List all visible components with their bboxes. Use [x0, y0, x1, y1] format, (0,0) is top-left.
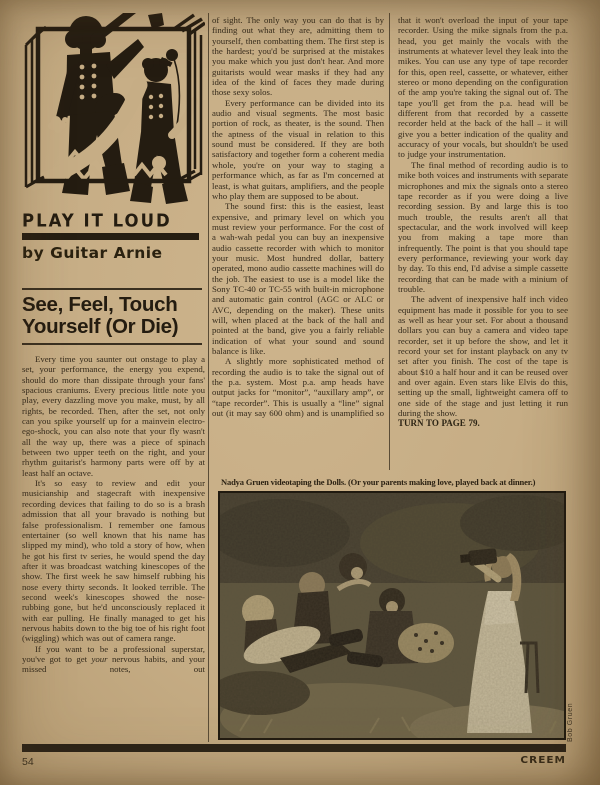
body-paragraph: The advent of inexpensive half inch video equipment has made it possible for you to see as well as hear your set. For about a thousand dollars you can buy a camera and video tape recorder, set it up before the show, and let it record your set for instant playback on any tv set after you finish. The cost of the tape is about $10 a half hour and it can be reused over and over again. Even stars like Elvis do this, setting up the small, lightweight camera off to one side of the stage and just letting it run during the show.: [398, 294, 568, 419]
title-divider-bar: [22, 233, 199, 240]
footer-bar: [22, 744, 566, 752]
photo-credit: Bob Gruen: [567, 702, 574, 742]
headline-rule-bottom: [22, 343, 202, 345]
body-paragraph: Every time you saunter out onstage to play a set, your performance, the energy you expend, should do more than dissipate through your fans' spacious craniums. Every precious little note you play, every dazzling move you make, must, by all rights, be recorded. Then, after the set, not only can you spike yourself up for a mainvein electro-ego-shock, you can also note that your fly wasn't all the way up, there was a piece of spinach between two upper teeth on the right, and your rhythm guitarist's harmony parts were off by at least half an octave.: [22, 354, 205, 478]
body-paragraph: Every performance can be divided into its audio and visual segments. The most basic portion of rock, as theater, is the sound. Then the aptness of the visual in relation to this sound must be considered. If they are both satisfactory and together form a coherent media whole, you're on your way to staging a performance which, as far as I'm concerned at least, is what guitars, amplifiers, and the people who play them are supposed to be about.: [212, 97, 384, 201]
body-paragraph: A slightly more sophisticated method of recording the audio is to take the signal out of the p.a. system. Most p.a. amp heads have output jacks for “monitor”, “auxillary amp”, or “tape recorder”. This is usually a “line” signal out (it may say 600 ohm) and is unamplified so: [212, 356, 384, 419]
headline-line-1: See, Feel, Touch: [22, 293, 178, 316]
body-paragraph: of sight. The only way you can do that is by finding out what they are, admitting them to yourself, then combatting them. The first step is the hardest; you'd be surprised at the mistakes you make which you just don't hear. And more guitarists would wear masks if they had any idea of the kind of faces they made during those sexy solos.: [212, 15, 384, 98]
body-paragraph: If you want to be a professional superstar, you've got to get your nervous habits, and your missed notes, out: [22, 643, 205, 675]
headline-line-2: Yourself (Or Die): [22, 315, 179, 338]
art-deco-musicians-illustration: [22, 13, 205, 207]
column-divider-2: [389, 13, 390, 470]
article-headline: [22, 294, 205, 338]
byline: by Guitar Arnie: [22, 244, 163, 262]
creem-logo: CREEM: [520, 754, 566, 766]
body-paragraph: The sound first: this is the easiest, least expensive, and primary level on which you must review your performance. For the cost of a wah-wah pedal you can buy an inexpensive audio cassette recorder with which to monitor your music. Most hundred dollar, battery operated, mono audio cassette machines will do the job. The easiest to use is a model like the Sony TC-40 or TC-55 with built-in microphone and automatic gain control (AGC or ALC or AVC, depending on the maker). These units will, when placed at the back of the hall and pointed at the band, give you a fairly reliable indication of what your sound and sound balance is like.: [212, 201, 384, 356]
right-column: [398, 15, 568, 429]
dolls-photo: [218, 491, 566, 740]
turn-to-page-note: TURN TO PAGE 79.: [398, 418, 480, 429]
headline-rule-top: [22, 288, 202, 290]
left-column: [22, 13, 205, 675]
body-paragraph: that it won't overload the input of your tape recorder. Using the mike signals from the p.a. head, you get mainly the vocals with the instruments at whatever level they leak into the mikes. You can use any type of tape recorder for this, open reel, cassette, or whatever, either stereo or mono depending on the configuration of the amp you're taking the signal out of. The tape you'll get from the p.a. head will be different from that recorded by a cassette recorder held at the back of the hall – it will give you a better indication of the quality and accuracy of your vocals, but shouldn't be used to judge your instrumentation.: [398, 15, 568, 160]
middle-column: [212, 15, 384, 418]
column-1-text: [22, 354, 205, 675]
column-divider-1: [208, 13, 209, 742]
body-paragraph: It's so easy to review and edit your musicianship and stagecraft with inexpensive recording devices that failing to do so is a brash admission that all your bravado is nothing but false professionalism. I remember one famous entertainer (so well known that his name has slipped my mind), who told a story of how, when he got his first tv series, he would spend the day after it was broadcast watching kinescopes of the show. The first week he saw himself rubbing his nose every thirty seconds. It looked terrible. The second week's kinescopes showed the nose-rubbing gone, but he'd unconsciously replaced it with ear pulling. He finally managed to get his nervous habits down to the big toe of his right foot (wiggling) which was out of camera range.: [22, 478, 205, 644]
photo-caption: Nadya Gruen videotaping the Dolls. (Or your parents making love, played back at dinner.): [221, 477, 536, 487]
page-number: 54: [22, 756, 34, 768]
body-paragraph: The final method of recording audio is to mike both voices and instruments with separate microphones and mix the signals onto a stereo tape recorder as if you were doing a live recording session. By and large this is too much trouble, the results aren't all that spectacular, and the work involved will keep you from making a tape more than infrequently. The point is that you should tape every performance, reviewing your work day by day. To this end, I'd advise a simple cassette recording that can be made with a minium of trouble.: [398, 159, 568, 294]
column-title: PLAY IT LOUD: [22, 210, 172, 231]
